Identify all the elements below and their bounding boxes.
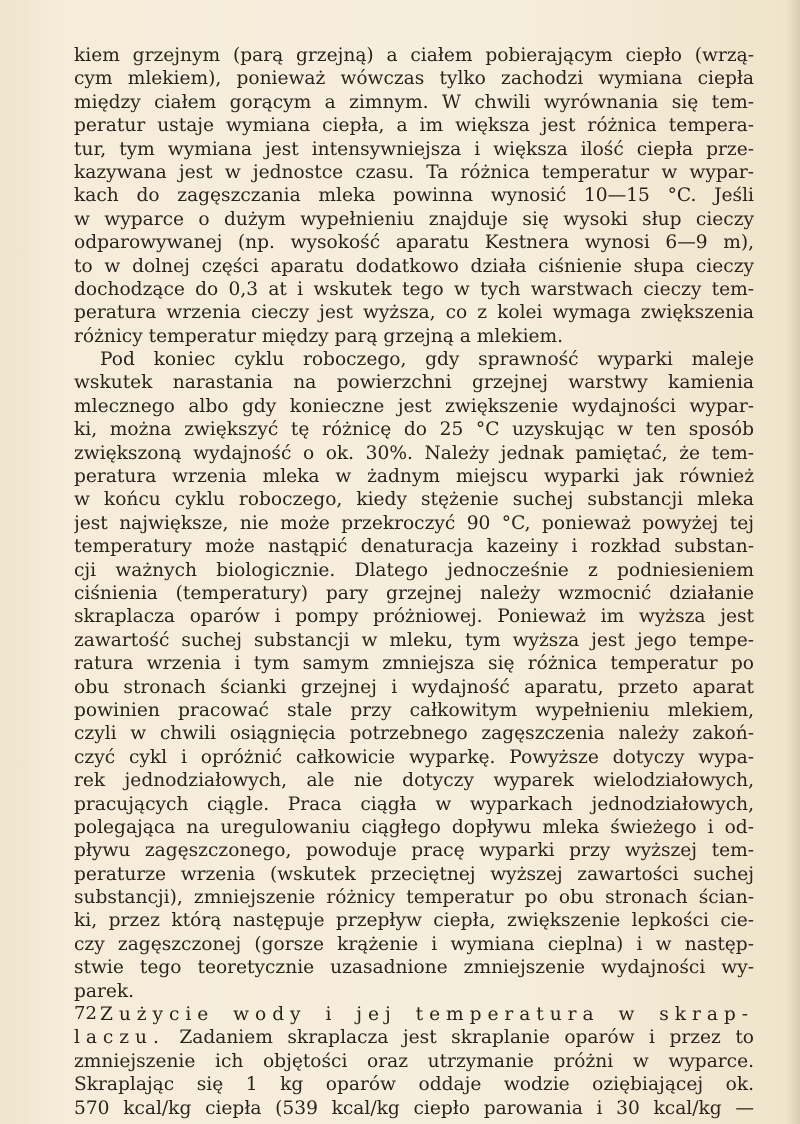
text-line: jest największe, nie może przekroczyć 90 °C, ponieważ powyżej tej xyxy=(74,512,754,534)
text-line: kiem grzejnym (parą grzejną) a ciałem pobierającym ciepło (wrzą- xyxy=(74,45,754,66)
text-line: powinien pracować stale przy całkowitym wypełnieniu mlekiem, xyxy=(74,699,754,721)
text-line: parek. xyxy=(74,980,135,1002)
text-line: w wyparce o dużym wypełnieniu znajduje się wysoki słup cieczy xyxy=(74,208,754,230)
text-line: czy zagęszczonej (gorsze krążenie i wymiana cieplna) i w następ- xyxy=(74,933,754,955)
text-line: peratura wrzenia cieczy jest wyższa, co z kolei wymaga zwiększenia xyxy=(74,302,754,324)
text-line: ciśnienia (temperatury) pary grzejnej należy wzmocnić działanie xyxy=(74,582,754,604)
text-line: to w dolnej części aparatu dodatkowo działa ciśnienie słupa cieczy xyxy=(74,255,754,277)
text-line: ki, można zwiększyć tę różnicę do 25 °C uzyskując w ten sposób xyxy=(74,419,754,441)
text-line: peraturze wrzenia (wskutek przeciętnej wyższej zawartości suchej xyxy=(74,863,754,885)
section-heading-end: laczu. xyxy=(74,1027,165,1049)
text-line: pływu zagęszczonego, powoduje pracę wyparki przy wyższej tem- xyxy=(74,840,754,862)
text-line: między ciałem gorącym a zimnym. W chwili wyrównania się tem- xyxy=(74,91,754,113)
paragraph-start-line: Pod koniec cyklu roboczego, gdy sprawność wyparki maleje xyxy=(100,349,754,371)
text-segment: Zadaniem skraplacza jest skraplanie oparów i przez to xyxy=(164,1027,754,1049)
text-line: temperatury może nastąpić denaturacja kazeiny i rozkład substan- xyxy=(74,536,754,558)
text-line: substancji), zmniejszenie różnicy temperatur po obu stronach ścian- xyxy=(74,887,754,909)
text-line: pracujących ciągle. Praca ciągła w wyparkach jednodziałowych, xyxy=(74,793,754,815)
text-line: tur, tym wymiana jest intensywniejsza i większa ilość ciepła prze- xyxy=(74,138,754,160)
page-number: 72 xyxy=(74,1003,97,1024)
text-line: cji ważnych biologicznie. Dlatego jednocześnie z podniesieniem xyxy=(74,559,754,581)
text-line: zmniejszenie ich objętości oraz utrzymanie próżni w wyparce. xyxy=(74,1050,754,1072)
text-line: Skraplając się 1 kg oparów oddaje wodzie oziębiającej ok. xyxy=(74,1074,754,1096)
text-line: polegająca na uregulowaniu ciągłego dopływu mleka świeżego i od- xyxy=(74,816,754,838)
text-line: różnicy temperatur między parą grzejną a mlekiem. xyxy=(74,325,564,347)
text-line: ki, przez którą następuje przepływ ciepła, zwiększenie lepkości cie- xyxy=(74,910,754,932)
text-line: zwiększoną wydajność o ok. 30%. Należy jednak pamiętać, że tem- xyxy=(74,442,754,464)
text-line: stwie tego teoretycznie uzasadnione zmniejszenie wydajności wy- xyxy=(74,957,754,979)
text-line: odparowywanej (np. wysokość aparatu Kestnera wynosi 6—9 m), xyxy=(74,232,754,254)
text-line: kazywana jest w jednostce czasu. Ta różnica temperatur w wypar- xyxy=(74,161,754,183)
section-heading: Zużycie wody i jej temperatura w skrap- xyxy=(100,1004,754,1026)
section-heading-line xyxy=(74,1003,754,1026)
text-line: zawartość suchej substancji w mleku, tym wyższa jest jego tempe- xyxy=(74,629,754,651)
text-line: peratura wrzenia mleka w żadnym miejscu wyparki jak również xyxy=(74,466,754,488)
text-line: w końcu cyklu roboczego, kiedy stężenie suchej substancji mleka xyxy=(74,489,754,511)
page-edge-shadow xyxy=(786,0,800,1124)
text-line: rek jednodziałowych, ale nie dotyczy wyparek wielodziałowych, xyxy=(74,770,754,792)
text-line: kach do zagęszczania mleka powinna wynosić 10—15 °C. Jeśli xyxy=(74,185,754,207)
text-line: czyli w chwili osiągnięcia potrzebnego zagęszczenia należy zakoń- xyxy=(74,723,754,745)
text-line: skraplacza oparów i pompy próżniowej. Ponieważ im wyższa jest xyxy=(74,606,754,628)
text-line: ratura wrzenia i tym samym zmniejsza się różnica temperatur po xyxy=(74,653,754,675)
text-line: 570 kcal/kg ciepła (539 kcal/kg ciepło parowania i 30 kcal/kg — xyxy=(74,1097,754,1119)
text-line: wskutek narastania na powierzchni grzejnej warstwy kamienia xyxy=(74,372,754,394)
text-line: obu stronach ścianki grzejnej i wydajność aparatu, przeto aparat xyxy=(74,676,754,698)
text-line: dochodzące do 0,3 at i wskutek tego w tych warstwach cieczy tem- xyxy=(74,278,754,300)
text-body xyxy=(74,44,754,1120)
text-line: peratur ustaje wymiana ciepła, a im większa jest różnica tempera- xyxy=(74,115,754,137)
text-line: mlecznego albo gdy konieczne jest zwiększenie wydajności wypar- xyxy=(74,395,754,417)
text-line: cym mlekiem), ponieważ wówczas tylko zachodzi wymiana ciepła xyxy=(74,68,754,90)
text-line: czyć cykl i opróżnić całkowicie wyparkę. Powyższe dotyczy wypa- xyxy=(74,746,754,768)
section-heading-continuation-line xyxy=(74,1026,754,1049)
